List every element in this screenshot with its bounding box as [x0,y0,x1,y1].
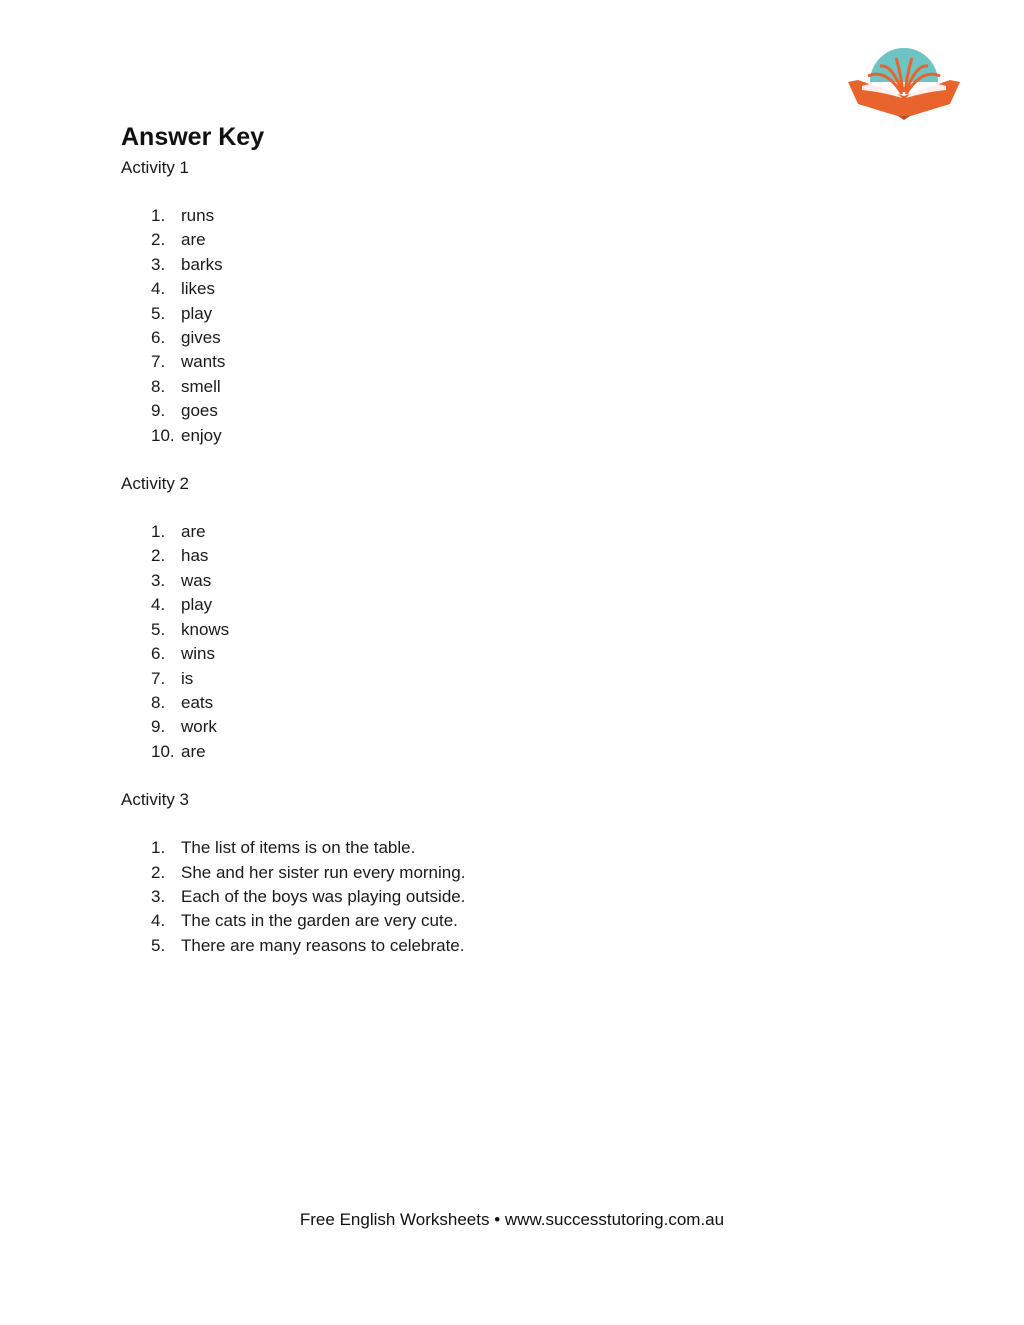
activity-3-answers [121,836,901,958]
item-number: 1. [151,838,166,858]
list-item [121,740,901,764]
answer-text: smell [181,376,221,396]
item-number: 6. [151,644,166,664]
answer-text: play [181,303,213,323]
answer-text: The cats in the garden are very cute. [181,911,458,931]
item-number: 2. [151,546,166,566]
item-number: 4. [151,279,166,299]
item-number: 8. [151,376,166,396]
list-item [121,861,901,885]
activity-1-answers [121,204,901,448]
answer-text: was [181,570,212,590]
list-item [121,253,901,277]
answer-text: eats [181,692,214,712]
list-item [121,569,901,593]
answer-text: are [181,230,206,250]
list-item [121,715,901,739]
activity-2-answers [121,520,901,764]
item-number: 7. [151,668,166,688]
item-number: 9. [151,717,166,737]
answer-text: There are many reasons to celebrate. [181,935,465,955]
answer-text: are [181,522,206,542]
answer-text: are [181,741,206,761]
answer-key-content [121,118,901,982]
item-number: 2. [151,862,166,882]
list-item [121,909,901,933]
item-number: 6. [151,328,166,348]
answer-text: She and her sister run every morning. [181,862,466,882]
answer-text: The list of items is on the table. [181,838,416,858]
list-item [121,642,901,666]
item-number: 1. [151,522,166,542]
activity-1-heading: Activity 1 [121,158,190,177]
answer-text: wins [181,644,216,664]
answer-text: play [181,595,213,615]
answer-text: likes [181,279,216,299]
item-number: 5. [151,935,166,955]
item-number: 10. [151,425,175,445]
list-item [121,885,901,909]
answer-text: Each of the boys was playing outside. [181,886,466,906]
list-item [121,667,901,691]
list-item [121,934,901,958]
list-item [121,326,901,350]
item-number: 3. [151,254,166,274]
answer-text: has [181,546,209,566]
list-item [121,228,901,252]
activity-3-section [121,788,901,958]
list-item [121,375,901,399]
activity-3-heading: Activity 3 [121,790,190,810]
list-item [121,399,901,423]
list-item [121,836,901,860]
answer-text: knows [181,619,230,639]
list-item [121,691,901,715]
item-number: 3. [151,570,166,590]
footer-text: Free English Worksheets • www.successtutoring.com.au [299,1210,725,1229]
answer-text: wants [181,352,226,372]
list-item [121,520,901,544]
item-number: 4. [151,595,166,615]
open-book-logo-icon [846,46,962,120]
item-number: 10. [151,741,175,761]
item-number: 2. [151,230,166,250]
item-number: 7. [151,352,166,372]
answer-text: goes [181,401,218,421]
item-number: 1. [151,206,166,225]
list-item [121,204,901,228]
list-item [121,544,901,568]
activity-2-section [121,472,901,764]
answer-text: gives [181,328,221,348]
answer-text: runs [181,206,215,225]
activity-1-section [121,156,901,448]
answer-text: is [181,668,194,688]
item-number: 9. [151,401,166,421]
item-number: 5. [151,619,166,639]
answer-text: work [181,717,217,737]
list-item [121,277,901,301]
list-item [121,593,901,617]
list-item [121,424,901,448]
item-number: 5. [151,303,166,323]
item-number: 4. [151,911,166,931]
item-number: 3. [151,886,166,906]
list-item [121,618,901,642]
item-number: 8. [151,692,166,712]
answer-text: barks [181,254,223,274]
list-item [121,350,901,374]
page-title: Answer Key [121,123,265,151]
answer-text: enjoy [181,425,222,445]
list-item [121,302,901,326]
activity-2-heading: Activity 2 [121,474,190,494]
